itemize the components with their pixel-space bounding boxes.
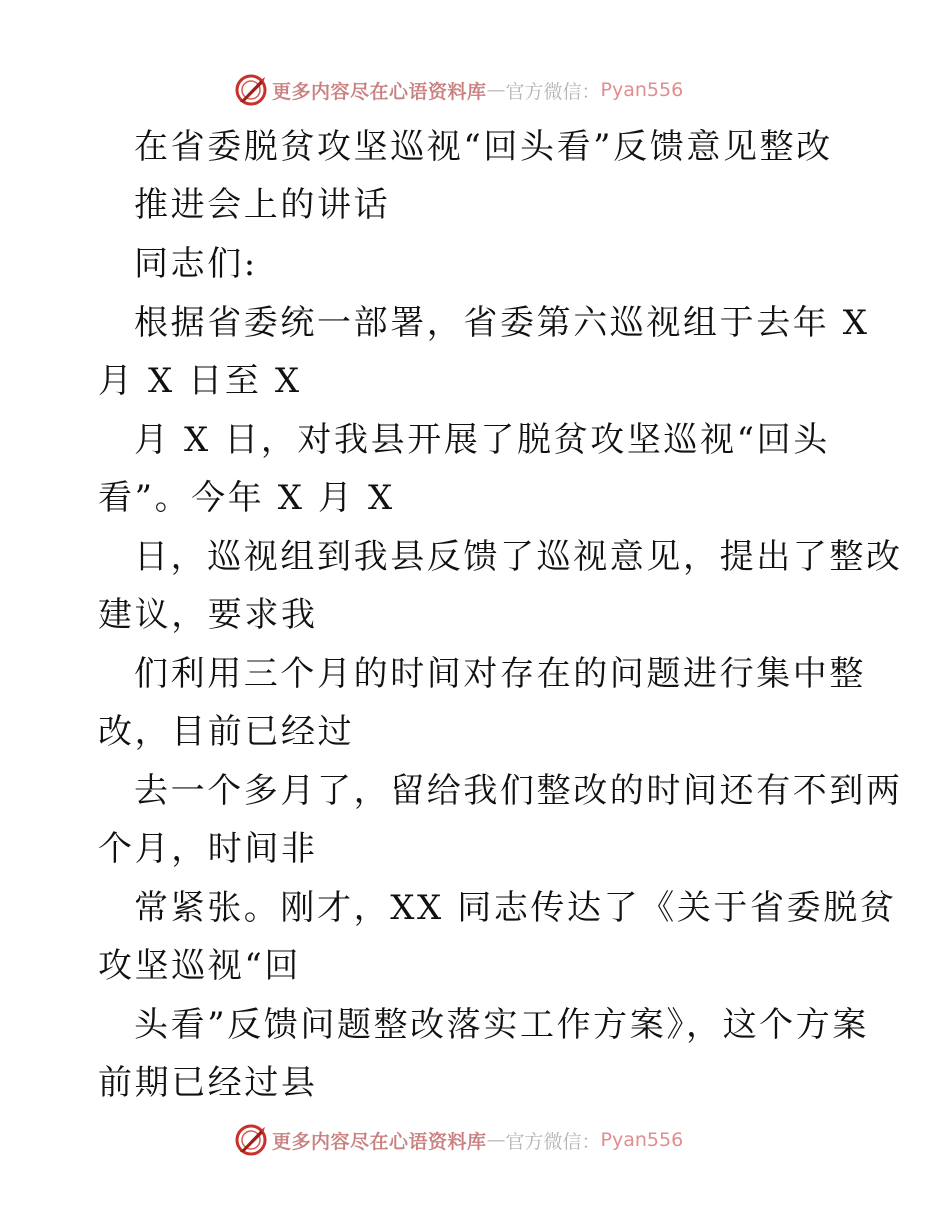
watermark-wechat-label: 官方微信： bbox=[505, 80, 601, 103]
body-line-4: 看”。今年 X 月 X bbox=[98, 478, 395, 518]
quill-logo-icon bbox=[234, 73, 268, 107]
watermark-separator: — bbox=[486, 1129, 506, 1151]
body-line-12: 攻坚巡视“回 bbox=[98, 946, 301, 986]
body-line-10: 个月，时间非 bbox=[98, 829, 318, 869]
body-line-9: 去一个多月了，留给我们整改的时间还有不到两 bbox=[134, 771, 903, 811]
watermark-wechat-label: 官方微信： bbox=[505, 1130, 601, 1153]
body-line-1: 根据省委统一部署，省委第六巡视组于去年 X bbox=[134, 303, 870, 343]
watermark-wechat-id: Pyan556 bbox=[600, 1129, 684, 1151]
title-line-2: 推进会上的讲话 bbox=[134, 185, 391, 225]
body-line-8: 改，目前已经过 bbox=[98, 712, 355, 752]
body-line-7: 们利用三个月的时间对存在的问题进行集中整 bbox=[134, 654, 866, 694]
watermark-text: 更多内容尽在心语资料库 bbox=[272, 1130, 487, 1153]
watermark-banner-bottom bbox=[234, 1122, 683, 1158]
watermark-separator: — bbox=[486, 79, 506, 101]
quill-logo-icon bbox=[234, 1123, 268, 1157]
body-line-3: 月 X 日，对我县开展了脱贫攻坚巡视“回头 bbox=[134, 420, 830, 460]
title-line-1: 在省委脱贫攻坚巡视“回头看”反馈意见整改 bbox=[134, 127, 833, 167]
salutation: 同志们: bbox=[134, 244, 258, 284]
body-line-5: 日，巡视组到我县反馈了巡视意见，提出了整改 bbox=[134, 537, 903, 577]
body-line-11: 常紧张。刚才，XX 同志传达了《关于省委脱贫 bbox=[134, 888, 897, 928]
body-line-6: 建议，要求我 bbox=[98, 595, 318, 635]
body-line-13: 头看”反馈问题整改落实工作方案》，这个方案 bbox=[134, 1005, 869, 1045]
body-line-14: 前期已经过县 bbox=[98, 1063, 318, 1103]
watermark-wechat-id: Pyan556 bbox=[600, 79, 684, 101]
watermark-banner-top bbox=[234, 72, 683, 108]
watermark-text: 更多内容尽在心语资料库 bbox=[272, 80, 487, 103]
body-line-2: 月 X 日至 X bbox=[98, 361, 302, 401]
